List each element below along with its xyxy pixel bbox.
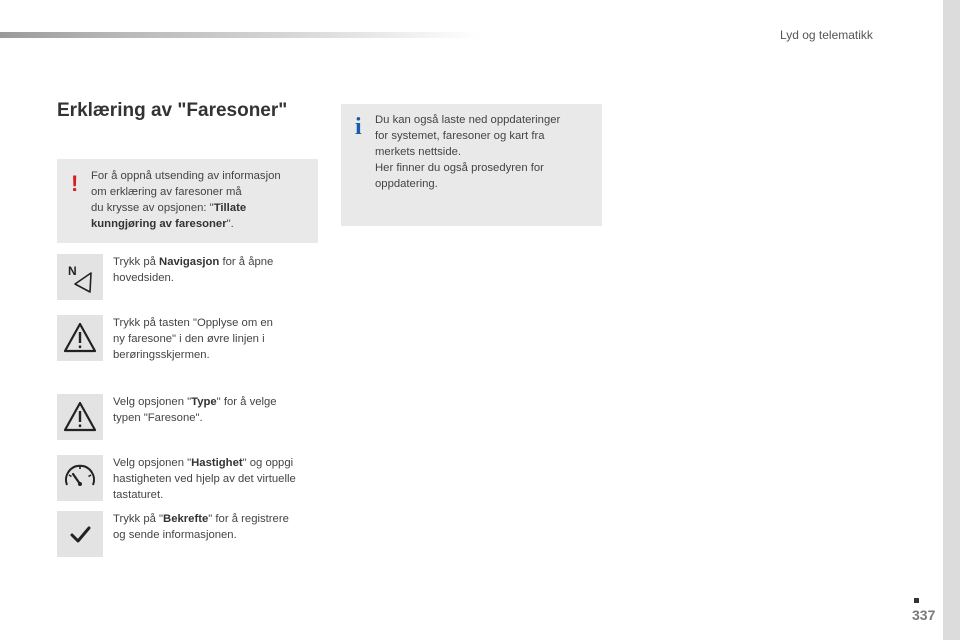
step-line: Trykk på tasten "Opplyse om en	[113, 317, 273, 329]
step-line: tastaturet.	[113, 489, 164, 501]
section-title: Lyd og telematikk	[780, 28, 873, 42]
warning-line: For å oppnå utsending av informasjon	[91, 170, 281, 182]
step-line: hovedsiden.	[113, 272, 174, 284]
navigation-icon	[57, 254, 103, 300]
step-line: Velg opsjonen "	[113, 457, 192, 469]
step-line: Trykk på "	[113, 513, 164, 525]
warning-triangle-icon	[57, 315, 103, 361]
step-line: Velg opsjonen "	[113, 396, 192, 408]
warning-triangle-icon	[57, 394, 103, 440]
step-bold: Hastighet	[191, 457, 243, 469]
step-line: " for å registrere	[208, 513, 289, 525]
page-number: 337	[912, 607, 936, 623]
step-line: " for å velge	[216, 396, 277, 408]
step-line: typen "Faresone".	[113, 412, 203, 424]
step-text	[113, 455, 318, 503]
info-text	[375, 112, 590, 192]
warning-bold: kunngjøring av faresoner	[91, 218, 227, 230]
step-line: hastigheten ved hjelp av det virtuelle	[113, 473, 296, 485]
page-heading: Erklæring av "Faresoner"	[57, 100, 288, 121]
step-bold: Bekrefte	[163, 513, 209, 525]
step-line: berøringsskjermen.	[113, 349, 210, 361]
checkmark-icon	[57, 511, 103, 557]
step-line: for å åpne	[219, 256, 274, 268]
info-icon: i	[355, 114, 362, 140]
page-edge-strip	[943, 0, 960, 640]
warning-line: du krysse av opsjonen: "	[91, 202, 214, 214]
step-line: ny faresone" i den øvre linjen i	[113, 333, 265, 345]
warning-bold: Tillate	[213, 202, 247, 214]
step-line: " og oppgi	[242, 457, 294, 469]
step-line: Trykk på	[113, 256, 160, 268]
info-note	[341, 104, 602, 226]
svg-text:N: N	[68, 264, 77, 278]
warning-text	[91, 168, 311, 232]
warning-line: ".	[226, 218, 234, 230]
warning-note	[57, 159, 318, 243]
step-text	[113, 315, 318, 363]
speedometer-icon	[57, 455, 103, 501]
warning-line: om erklæring av faresoner må	[91, 186, 242, 198]
step-line: og sende informasjonen.	[113, 529, 237, 541]
step-text	[113, 511, 318, 543]
info-line: Du kan også laste ned oppdateringer	[375, 114, 561, 126]
step-text	[113, 254, 318, 286]
page-marker-dot	[914, 598, 919, 603]
exclamation-icon: !	[71, 171, 79, 196]
step-text	[113, 394, 318, 426]
header-gradient-bar	[0, 32, 480, 38]
info-line: merkets nettside.	[375, 146, 462, 158]
step-bold: Type	[191, 396, 217, 408]
info-line: oppdatering.	[375, 178, 438, 190]
info-line: for systemet, faresoner og kart fra	[375, 130, 545, 142]
info-line: Her finner du også prosedyren for	[375, 162, 544, 174]
step-bold: Navigasjon	[159, 256, 220, 268]
